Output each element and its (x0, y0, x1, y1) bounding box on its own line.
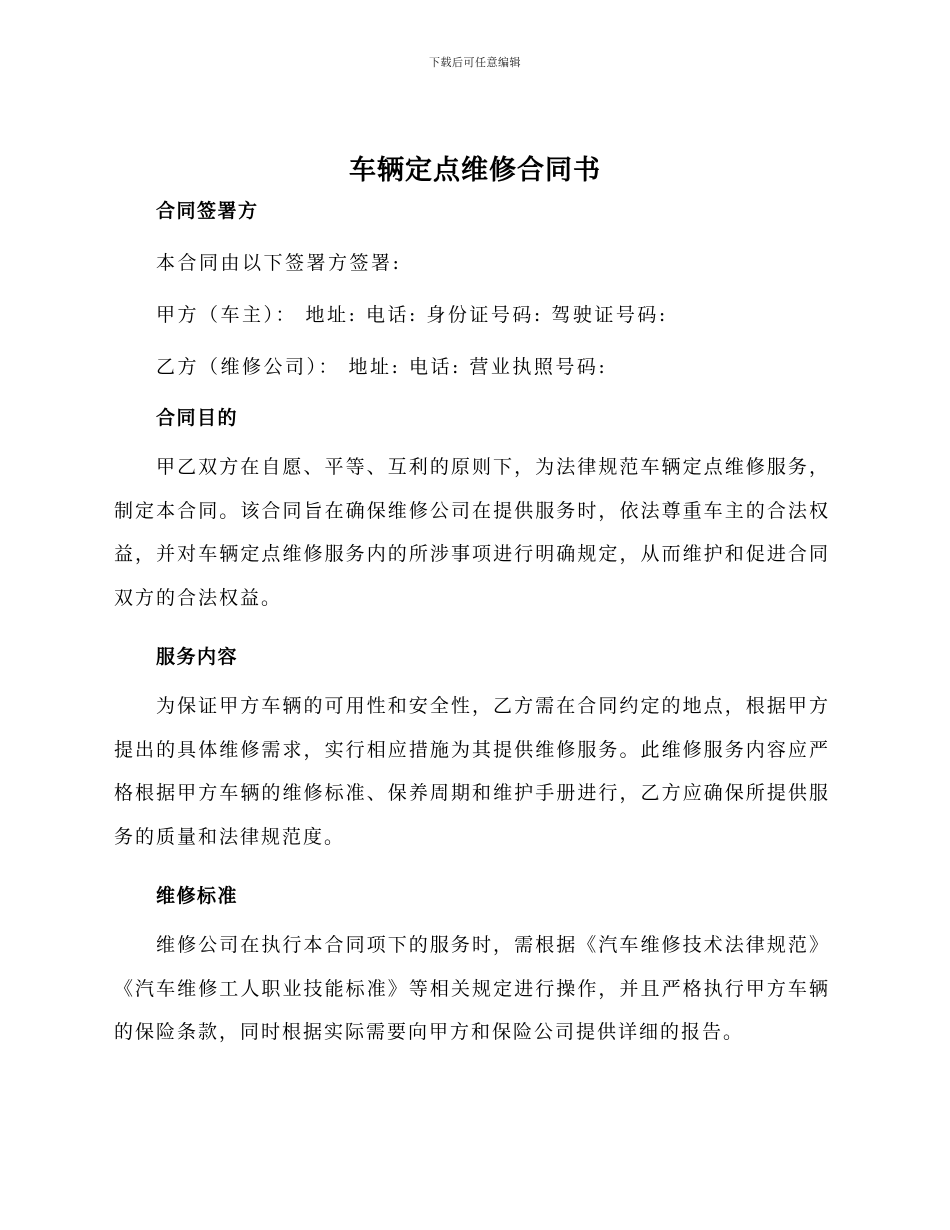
section-purpose (114, 403, 830, 620)
section-heading-parties: 合同签署方 (156, 200, 259, 222)
service-paragraph: 为保证甲方车辆的可用性和安全性，乙方需在合同约定的地点，根据甲方提出的具体维修需求，实行相应措施为其提供维修服务。此维修服务内容应严格根据甲方车辆的维修标准、保养周期和维护手册进行，乙方应确保所提供服务的质量和法律规范度。 (114, 695, 830, 848)
section-service (114, 642, 830, 859)
section-standards (114, 881, 830, 1055)
purpose-paragraph: 甲乙双方在自愿、平等、互利的原则下，为法律规范车辆定点维修服务，制定本合同。该合同旨在确保维修公司在提供服务时，依法尊重车主的合法权益，并对车辆定点维修服务内的所涉事项进行明确规定，从而维护和促进合同双方的合法权益。 (114, 456, 830, 609)
section-parties (114, 196, 830, 382)
section-heading-service: 服务内容 (156, 646, 239, 668)
party-a-line: 甲方（车主）： 地址: 电话: 身份证号码: 驾驶证号码: (156, 304, 668, 326)
section-heading-purpose: 合同目的 (156, 407, 239, 429)
page-header-note: 下载后可任意编辑 (429, 56, 521, 69)
standards-paragraph: 维修公司在执行本合同项下的服务时，需根据《汽车维修技术法律规范》《汽车维修工人职业技能标准》等相关规定进行操作，并且严格执行甲方车辆的保险条款，同时根据实际需要向甲方和保险公司提供详细的报告。 (114, 934, 830, 1043)
party-b-line: 乙方（维修公司）： 地址: 电话: 营业执照号码: (156, 356, 608, 378)
document-body (114, 196, 830, 1055)
section-heading-standards: 维修标准 (156, 885, 239, 907)
document-title: 车辆定点维修合同书 (349, 155, 601, 186)
parties-intro: 本合同由以下签署方签署: (156, 252, 402, 274)
